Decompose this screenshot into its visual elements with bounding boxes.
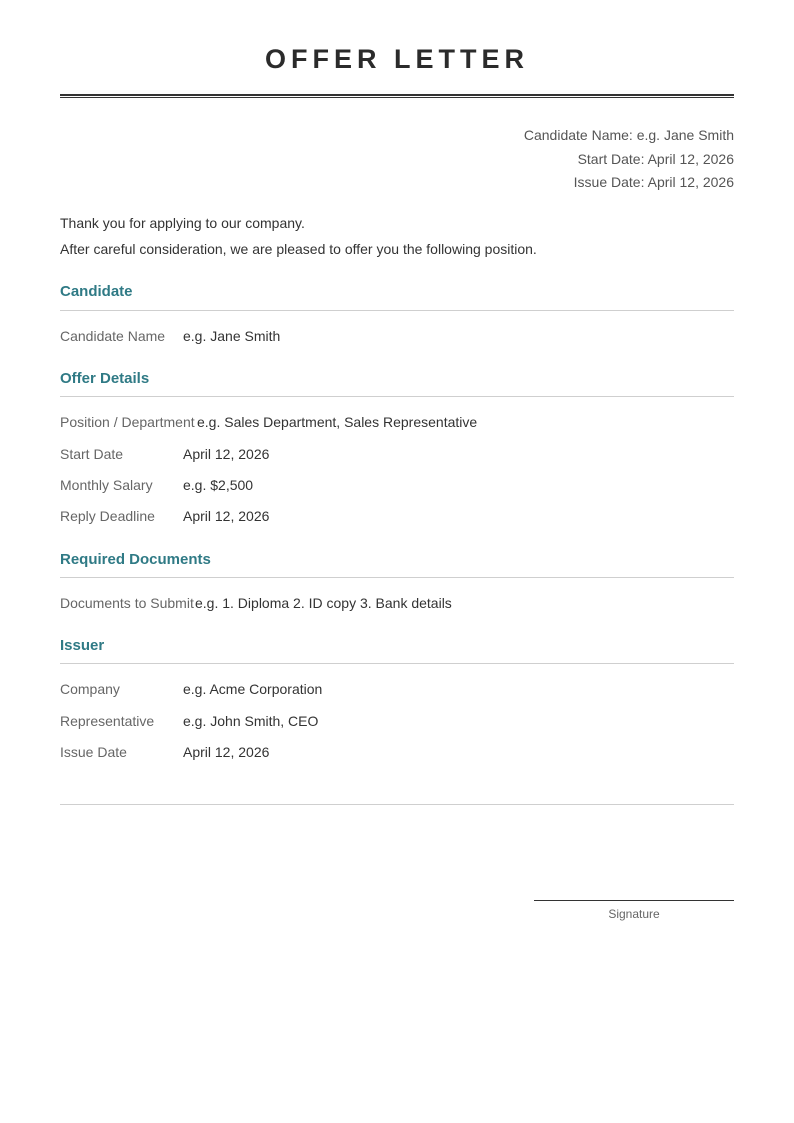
footer-divider <box>60 804 734 805</box>
field-value: April 12, 2026 <box>183 446 270 462</box>
intro-line-1: Thank you for applying to our company. <box>60 215 305 231</box>
section-title-candidate: Candidate <box>60 283 133 300</box>
field-value: e.g. Jane Smith <box>183 328 281 344</box>
intro-line-2: After careful consideration, we are pleased to offer you the following position. <box>60 241 537 257</box>
field-row <box>60 475 734 495</box>
field-label: Documents to Submit <box>60 595 194 611</box>
field-row <box>60 444 734 464</box>
field-value: e.g. $2,500 <box>183 477 254 493</box>
signature-line <box>534 900 734 901</box>
section-divider <box>60 577 734 578</box>
field-label: Position / Department <box>60 414 195 430</box>
field-label: Start Date <box>60 446 124 462</box>
section-divider <box>60 310 734 311</box>
field-label: Monthly Salary <box>60 477 153 493</box>
field-row <box>60 506 734 526</box>
field-row <box>60 711 734 731</box>
field-row <box>60 679 734 699</box>
field-value: April 12, 2026 <box>183 744 270 760</box>
header-meta <box>334 124 734 195</box>
field-value: e.g. Sales Department, Sales Representative <box>197 414 478 430</box>
meta-start-date: Start Date: April 12, 2026 <box>577 150 734 167</box>
field-label: Reply Deadline <box>60 508 155 524</box>
meta-issue-date: Issue Date: April 12, 2026 <box>573 174 734 190</box>
field-row <box>60 412 734 432</box>
section-title-issuer: Issuer <box>60 637 105 654</box>
meta-candidate-name: Candidate Name: e.g. Jane Smith <box>523 127 734 143</box>
section-title-required-documents: Required Documents <box>60 551 211 568</box>
field-value: April 12, 2026 <box>183 508 270 524</box>
intro-text <box>60 210 537 262</box>
field-label: Representative <box>60 713 155 729</box>
section-divider <box>60 663 734 664</box>
title-divider <box>60 94 734 98</box>
field-row <box>60 326 734 346</box>
section-title-offer-details: Offer Details <box>60 370 150 387</box>
field-value: e.g. 1. Diploma 2. ID copy 3. Bank details <box>195 595 452 611</box>
field-label: Candidate Name <box>60 328 166 344</box>
field-value: e.g. Acme Corporation <box>183 681 323 697</box>
field-label: Issue Date <box>60 744 127 760</box>
field-label: Company <box>60 681 120 697</box>
signature-label: Signature <box>608 907 660 921</box>
section-divider <box>60 396 734 397</box>
field-row <box>60 742 734 762</box>
field-row <box>60 593 734 613</box>
document-title: OFFER LETTER <box>265 44 529 74</box>
field-value: e.g. John Smith, CEO <box>183 713 319 729</box>
